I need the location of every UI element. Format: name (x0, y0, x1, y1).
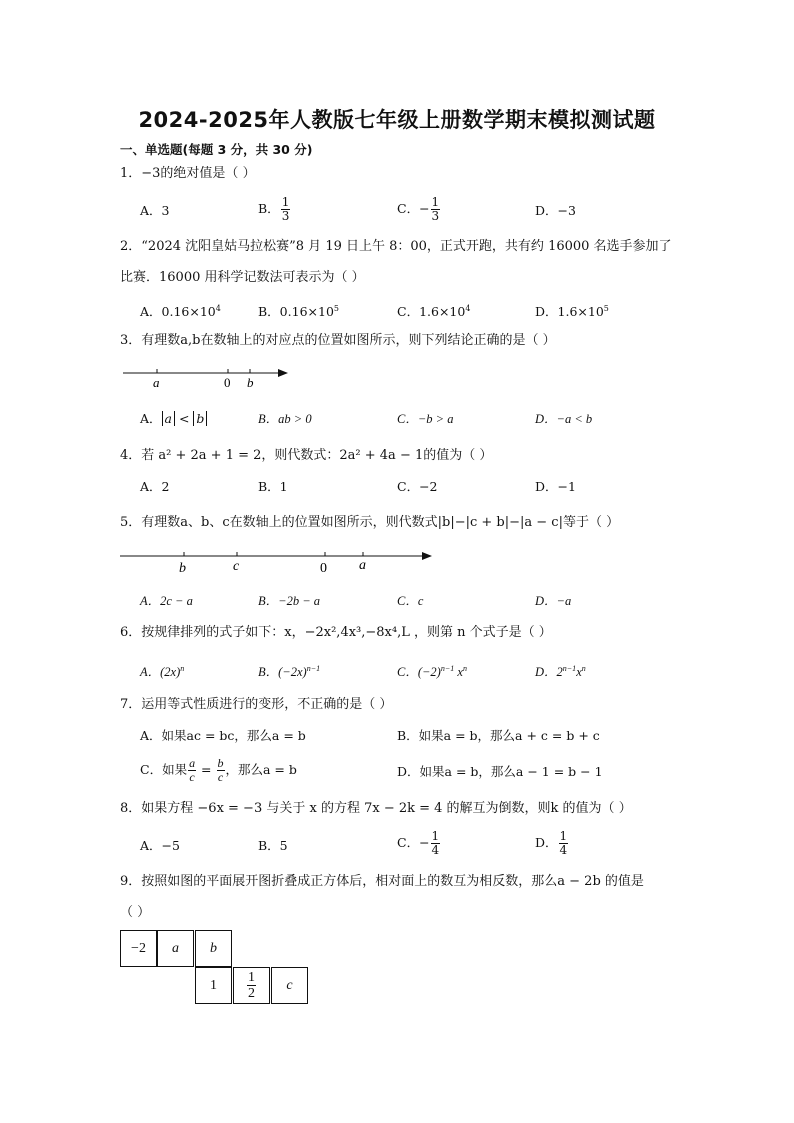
q8-option-a: A．−5 (140, 838, 180, 853)
net-cell-half (233, 967, 270, 1004)
label-0: 0 (320, 561, 327, 576)
q1-option-c: C．− $\frac{1}{3}$ (397, 195, 440, 223)
fraction: $\frac{a}{c}$ (189, 756, 196, 784)
q5-option-b: B．−2b − a (258, 594, 321, 608)
fraction: $\frac{1}{3}$ (281, 195, 290, 223)
net-cell: 1 (195, 967, 232, 1004)
arrow-head (422, 552, 432, 560)
question-8-stem: 8．如果方程 −6x = −3 与关于 x 的方程 7x − 2k = 4 的解互为倒数，则k 的值为（ ） (120, 801, 632, 816)
q7-option-b: B．如果a = b，那么a + c = b + c (397, 728, 600, 743)
label-a: a (153, 375, 160, 390)
question-7-stem: 7．运用等式性质进行的变形，不正确的是（ ） (120, 697, 393, 712)
q2-option-b: B．$0.16\times 10^5$ (258, 304, 339, 320)
question-9-line-2: （ ） (120, 905, 151, 920)
q1-option-b: B． $\frac{1}{3}$ (258, 195, 290, 223)
q3-option-a: A． a < b (140, 410, 207, 428)
question-6-stem: 6．按规律排列的式子如下：x，−2x²,4x³,−8x⁴,L ，则第 n 个式子是（ ） (120, 625, 552, 640)
label-a: a (359, 558, 366, 573)
question-4-stem: 4．若 a² + 2a + 1 = 2，则代数式：2a² + 4a − 1的值为（ ） (120, 448, 493, 463)
q4-option-b: B．1 (258, 479, 288, 494)
label-0: 0 (224, 375, 231, 390)
number-line-q5 (118, 545, 438, 577)
label-b: b (247, 375, 254, 390)
net-cell: a (157, 930, 194, 967)
q4-option-d: D．−1 (535, 479, 576, 494)
number-line-q3 (120, 362, 300, 392)
label-c: c (233, 559, 240, 574)
fraction: $\frac{1}{4}$ (559, 829, 568, 857)
q8-option-c: C．− $\frac{1}{4}$ (397, 829, 440, 857)
q4-option-c: C．−2 (397, 479, 438, 494)
q7-option-a: A．如果ac = bc，那么a = b (140, 728, 306, 743)
question-3-stem: 3．有理数a,b在数轴上的对应点的位置如图所示，则下列结论正确的是（ ） (120, 333, 556, 348)
q7-option-d: D．如果a = b，那么a − 1 = b − 1 (397, 764, 603, 779)
label-b: b (179, 561, 186, 576)
q5-option-a: A．2c − a (140, 594, 193, 608)
page-title: 2024-2025年人教版七年级上册数学期末模拟测试题 (138, 108, 656, 132)
q5-option-d: D．−a (535, 594, 572, 608)
q6-option-a: A．$(2x)^n$ (140, 664, 185, 680)
arrow-head (278, 369, 288, 377)
q6-option-c: C．$(-2)^{n-1}$ $x^n$ (397, 664, 467, 680)
question-2-line-2: 比赛．16000 用科学记数法可表示为（ ） (120, 270, 365, 285)
fraction: $\frac{b}{c}$ (217, 756, 224, 784)
q3-option-d: D．−a < b (535, 412, 593, 426)
net-cell: b (195, 930, 232, 967)
fraction: $\frac{1}{3}$ (431, 195, 440, 223)
q2-option-a: A．$0.16\times 10^4$ (140, 304, 221, 320)
section-heading: 一、单选题(每题 3 分，共 30 分) (120, 142, 313, 157)
q1-option-d: D．−3 (535, 203, 576, 218)
fraction: $\frac{1}{2}$ (248, 970, 255, 1001)
q5-option-c: C．c (397, 594, 424, 608)
q6-option-d: D．$2^{n-1}x^n$ (535, 664, 586, 680)
q2-option-c: C．$1.6\times 10^4$ (397, 304, 471, 320)
question-9-line-1: 9．按照如图的平面展开图折叠成正方体后，相对面上的数互为相反数，那么a − 2b 的值是 (120, 874, 644, 889)
q4-option-a: A．2 (140, 479, 170, 494)
q7-option-c: C．如果 $\frac{a}{c}$ = $\frac{b}{c}$ ，那么a = b (140, 756, 297, 784)
q2-option-d: D．$1.6\times 10^5$ (535, 304, 609, 320)
q6-option-b: B．$(-2x)^{n-1}$ (258, 664, 321, 680)
fraction: $\frac{1}{4}$ (431, 829, 440, 857)
net-cell: c (271, 967, 308, 1004)
question-5-stem: 5．有理数a、b、c在数轴上的位置如图所示，则代数式|b|−|c + b|−|a − c|等于（ ） (120, 515, 620, 530)
q1-option-a: A．3 (140, 203, 170, 218)
question-1-stem: 1．−3的绝对值是（ ） (120, 166, 256, 181)
question-2-line-1: 2．“2024 沈阳皇姑马拉松赛”8 月 19 日上午 8：00，正式开跑，共有约 16000 名选手参加了 (120, 239, 672, 254)
q3-option-c: C．−b > a (397, 412, 454, 426)
q3-option-b: B．ab > 0 (258, 412, 312, 426)
q8-option-b: B．5 (258, 838, 288, 853)
q8-option-d: D． $\frac{1}{4}$ (535, 829, 568, 857)
net-cell: −2 (120, 930, 157, 967)
